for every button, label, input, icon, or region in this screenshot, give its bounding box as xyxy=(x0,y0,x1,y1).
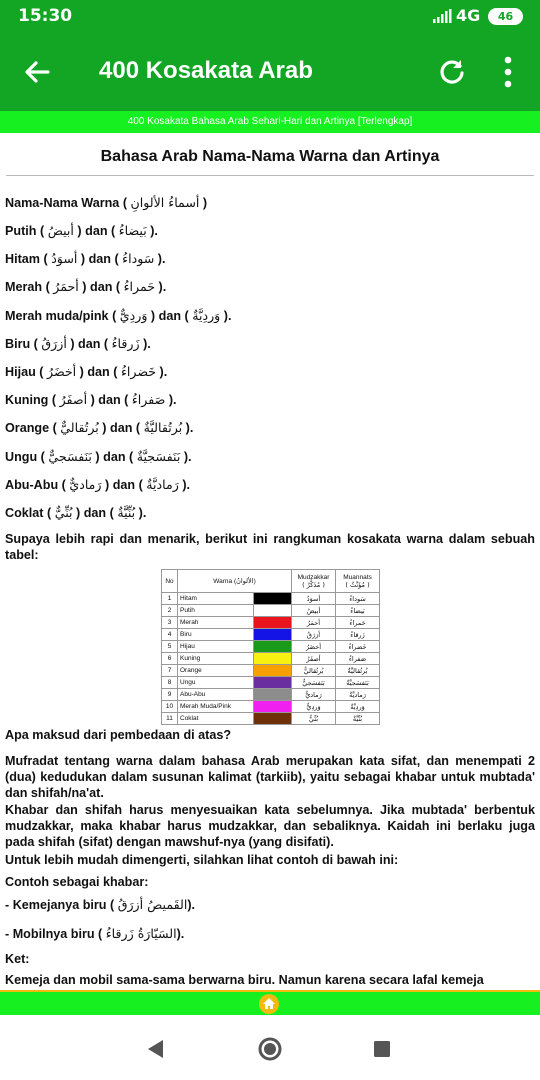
table-row: 6 Kuning أصفَرُ صَفراءُ xyxy=(162,653,380,665)
color-swatch xyxy=(254,665,292,677)
color-swatch xyxy=(254,689,292,701)
bottom-bar xyxy=(0,990,540,1015)
color-swatch xyxy=(254,677,292,689)
article-heading: Bahasa Arab Nama-Nama Warna dan Artinya xyxy=(6,148,534,176)
col-muannats: Muannats ( مُؤَنَّثٌ ) xyxy=(336,570,380,593)
summary-text: Supaya lebih rapi dan menarik, berikut ini rangkuman kosakata warna dalam sebuah tabel: xyxy=(5,532,535,562)
color-line: Hitam ( أسوَدُ ) dan ( سَوداءُ ). xyxy=(5,251,166,266)
color-swatch xyxy=(254,641,292,653)
color-swatch xyxy=(254,713,292,725)
color-line: Biru ( أزرَقُ ) dan ( زَرقاءُ ). xyxy=(5,336,151,351)
status-bar xyxy=(0,0,540,33)
table-row: 10 Merah Muda/Pink وَردِيٌّ وَردِيَّةٌ xyxy=(162,701,380,713)
paragraph-4: Contoh sebagai khabar: xyxy=(5,875,149,889)
question-text: Apa maksud dari pembedaan di atas? xyxy=(5,728,232,742)
table-row: 11 Coklat بُنِّيٌّ بُنِّيَّةٌ xyxy=(162,713,380,725)
color-line: Abu-Abu ( رَماديٌّ ) dan ( رَماديَّةٌ ). xyxy=(5,477,191,492)
table-row: 5 Hijau أخضَرُ خَضراءُ xyxy=(162,641,380,653)
color-table-image xyxy=(161,569,380,725)
col-warna: Warna (الألوانُ) xyxy=(178,570,292,593)
table-row: 9 Abu-Abu رَماديٌّ رَماديَّةٌ xyxy=(162,689,380,701)
color-swatch xyxy=(254,605,292,617)
color-swatch xyxy=(254,653,292,665)
battery-icon: 46 xyxy=(488,8,523,25)
color-line: Merah muda/pink ( وَردِيٌّ ) dan ( وَردِيَّةٌ ). xyxy=(5,308,232,323)
table-row: 4 Biru أزرَقُ زَرقاءُ xyxy=(162,629,380,641)
color-line: Kuning ( أصفَرُ ) dan ( صَفراءُ ). xyxy=(5,392,177,407)
example-1: - Kemejanya biru ( القَميصُ أزرَقُ). xyxy=(5,897,196,912)
color-line: Orange ( بُرتُقاليٌّ ) dan ( بُرتُقاليَّةٌ ). xyxy=(5,420,194,435)
nav-back-icon[interactable] xyxy=(142,1035,170,1063)
color-line: Merah ( أحمَرُ ) dan ( حَمراءُ ). xyxy=(5,279,167,294)
nav-recents-icon[interactable] xyxy=(368,1035,396,1063)
color-line: Ungu ( بَنَفسَجيٌّ ) dan ( بَنَفسَجيَّةٌ ). xyxy=(5,449,192,464)
table-row: 1 Hitam أسوَدُ سَوداءُ xyxy=(162,593,380,605)
table-header-row xyxy=(162,570,380,593)
color-line: Coklat ( بُنِّيٌّ ) dan ( بُنِّيَّةٌ ). xyxy=(5,505,147,520)
system-nav-bar xyxy=(0,1015,540,1080)
more-vert-icon[interactable] xyxy=(498,55,518,89)
paragraph-5: Kemeja dan mobil sama-sama berwarna biru. Namun karena secara lafal kemeja xyxy=(5,973,484,987)
color-line: Hijau ( أخضَرُ ) dan ( خَضراءُ ). xyxy=(5,364,168,379)
nav-home-icon[interactable] xyxy=(256,1035,284,1063)
table-row: 7 Orange بُرتُقاليٌّ بُرتُقاليَّةٌ xyxy=(162,665,380,677)
color-swatch xyxy=(254,629,292,641)
refresh-icon[interactable] xyxy=(437,57,467,87)
app-title: 400 Kosakata Arab xyxy=(99,57,313,84)
paragraph-3: Untuk lebih mudah dimengerti, silahkan lihat contoh di bawah ini: xyxy=(5,853,399,867)
status-time: 15:30 xyxy=(18,6,73,26)
col-no: No xyxy=(162,570,178,593)
paragraph-2: Khabar dan shifah harus menyesuaikan kata sebelumnya. Jika mubtada' berbentuk mudzakkar, maka khabar harus mudzakkar, dan sebaliknya. Kaidah ini berlaku juga pada shifah (sifat) dengan mawshuf-nya (yang disifati). xyxy=(5,803,535,849)
example-2: - Mobilnya biru ( السَيّارَةُ زَرقاءُ). xyxy=(5,926,185,941)
color-swatch xyxy=(254,593,292,605)
color-line: Putih ( أبيضُ ) dan ( بَيضاءُ ). xyxy=(5,223,158,238)
table-row: 2 Putih أبيضُ بَيضاءُ xyxy=(162,605,380,617)
table-row: 3 Merah أحمَرُ حَمراءُ xyxy=(162,617,380,629)
app-bar xyxy=(0,33,540,111)
header-banner: 400 Kosakata Bahasa Arab Sehari-Hari dan Artinya [Terlengkap] xyxy=(0,111,540,133)
intro-line: Nama-Nama Warna ( أسماءُ الألوانِ ) xyxy=(5,195,208,210)
article-content[interactable] xyxy=(0,133,540,990)
network-type: 4G xyxy=(456,6,481,25)
signal-icon xyxy=(433,9,453,23)
color-swatch xyxy=(254,617,292,629)
table-row: 8 Ungu بَنَفسَجيٌّ بَنَفسَجيَّةٌ xyxy=(162,677,380,689)
ket-label: Ket: xyxy=(5,952,30,966)
color-table xyxy=(161,569,380,725)
col-mudzakkar: Mudzakkar ( مُذَكَّرٌ ) xyxy=(292,570,336,593)
home-icon[interactable] xyxy=(259,994,279,1014)
arrow-left-icon[interactable] xyxy=(22,57,52,87)
paragraph-1: Mufradat tentang warna dalam bahasa Arab merupakan kata sifat, dan menempati 2 (dua) kedudukan dalam susunan kalimat (tarkiib), yaitu sebagai khabar untuk mubtada' dan shifah/na'at. xyxy=(5,754,535,800)
color-swatch xyxy=(254,701,292,713)
